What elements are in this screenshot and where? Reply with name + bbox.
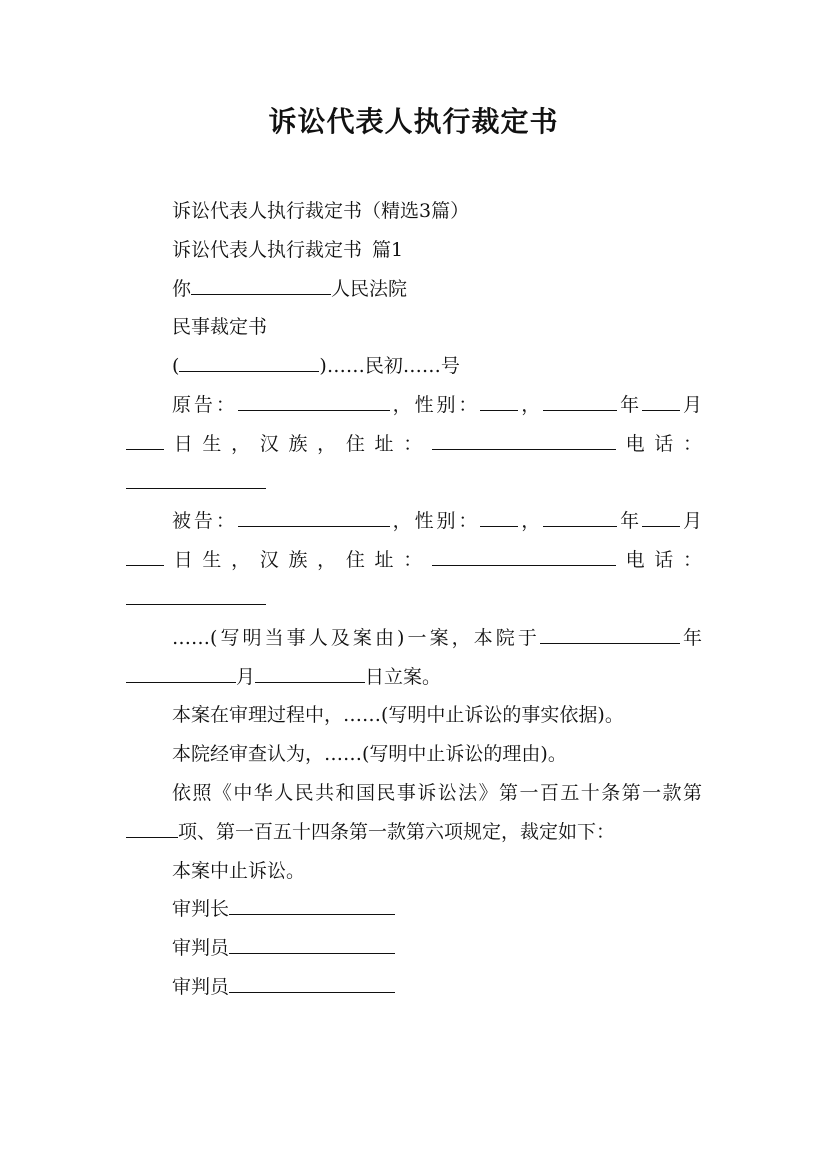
plaintiff-comma: ， xyxy=(518,393,544,416)
plaintiff-address-blank xyxy=(432,429,616,450)
signature-chief-judge xyxy=(126,890,702,929)
plaintiff-month-blank xyxy=(642,390,680,411)
ruling: 本案中止诉讼。 xyxy=(172,859,306,882)
filing-date-blank xyxy=(540,623,680,644)
plaintiff-phone: 电话： xyxy=(615,432,702,455)
defendant-phone-blank xyxy=(126,584,266,605)
signature-blank xyxy=(229,972,395,993)
signature-blank xyxy=(229,894,395,915)
court-prefix: 你 xyxy=(172,277,192,300)
defendant-label: 被告： xyxy=(172,510,238,533)
reason-para: 本院经审查认为，……(写明中止诉讼的理由)。 xyxy=(172,743,567,766)
law-text-2: 项、第一百五十四条第一款第六项规定，裁定如下： xyxy=(178,820,616,843)
plaintiff-phone-blank xyxy=(126,468,266,489)
defendant-name-blank xyxy=(238,506,390,527)
defendant-gender-blank xyxy=(480,506,518,527)
court-suffix: 人民法院 xyxy=(331,277,408,300)
defendant-year-blank xyxy=(543,506,617,527)
section-title: 诉讼代表人执行裁定书 xyxy=(172,238,363,261)
subtitle: 诉讼代表人执行裁定书（精选3篇） xyxy=(172,200,470,222)
plaintiff-year-blank xyxy=(543,390,617,411)
signature-blank xyxy=(229,933,395,954)
court-blank xyxy=(191,274,331,295)
case-number-blank xyxy=(179,351,319,372)
law-text-1: 依照《中华人民共和国民事诉讼法》第一百五十条第一款第 xyxy=(172,781,702,804)
plaintiff-gender-blank xyxy=(480,390,518,411)
document-body xyxy=(126,192,702,1007)
signature-label: 审判员 xyxy=(172,937,230,960)
plaintiff-day-blank xyxy=(126,429,164,450)
case-open: ( xyxy=(172,355,180,378)
signature-label: 审判长 xyxy=(172,898,230,921)
filing-day: 日立案。 xyxy=(365,665,442,688)
law-item-blank xyxy=(126,817,178,838)
signature-judge-2 xyxy=(126,968,702,1007)
defendant-day-blank xyxy=(126,545,164,566)
defendant-month-blank xyxy=(642,506,680,527)
filing-month: 月 xyxy=(236,665,256,688)
case-close: )……民初……号 xyxy=(319,355,460,378)
defendant-gender: ，性别： xyxy=(389,510,481,533)
court-line xyxy=(126,270,702,309)
fact-para: 本案在审理过程中，……(写明中止诉讼的事实依据)。 xyxy=(172,704,624,727)
case-number-line xyxy=(126,347,702,386)
plaintiff-gender: ，性别： xyxy=(389,393,481,416)
defendant-born: 日生，汉族，住址： xyxy=(164,549,432,572)
plaintiff-name-blank xyxy=(238,390,390,411)
document-title: 诉讼代表人执行裁定书 xyxy=(268,105,559,138)
filing-month-blank xyxy=(126,662,236,683)
defendant-year: 年 xyxy=(617,510,643,533)
law-para xyxy=(126,774,702,852)
plaintiff-label: 原告： xyxy=(172,393,238,416)
filing-text: ……(写明当事人及案由)一案，本院于 xyxy=(172,626,540,649)
filing-para xyxy=(126,619,702,697)
signature-label: 审判员 xyxy=(172,975,230,998)
plaintiff-born: 日生，汉族，住址： xyxy=(164,432,432,455)
plaintiff-month: 月 xyxy=(680,393,702,416)
defendant-phone: 电话： xyxy=(615,549,702,572)
filing-year: 年 xyxy=(679,626,702,649)
section-part: 篇1 xyxy=(372,238,404,261)
filing-day-blank xyxy=(255,662,365,683)
plaintiff-year: 年 xyxy=(617,393,643,416)
section-heading xyxy=(126,231,702,270)
defendant-month: 月 xyxy=(680,510,702,533)
doc-type: 民事裁定书 xyxy=(172,316,268,339)
plaintiff-para xyxy=(126,386,702,502)
defendant-para xyxy=(126,502,702,618)
defendant-address-blank xyxy=(432,545,616,566)
signature-judge-1 xyxy=(126,929,702,968)
defendant-comma: ， xyxy=(518,510,544,533)
